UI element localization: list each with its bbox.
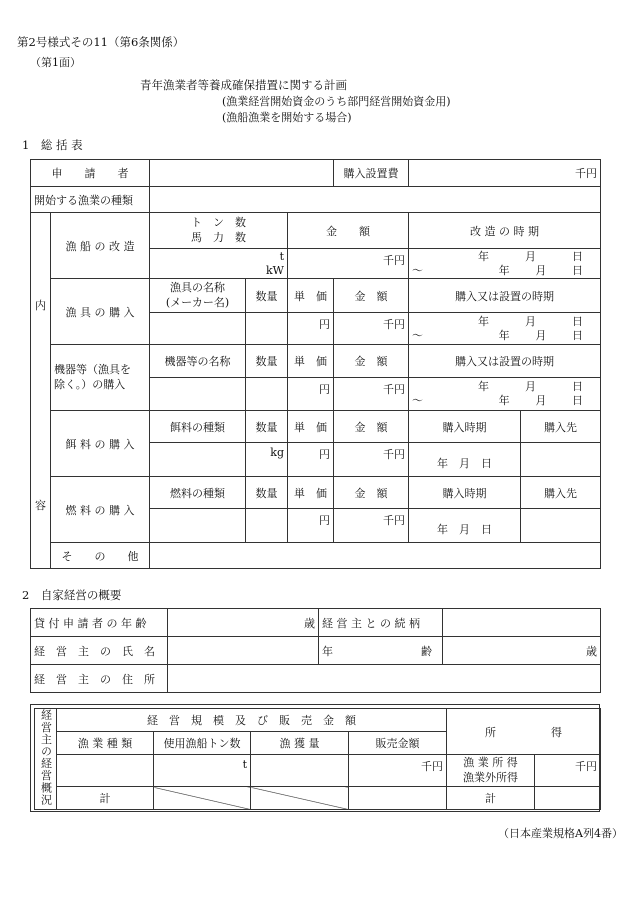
gear-maker-label: (メーカー名) <box>165 295 230 309</box>
date-year: 年 <box>478 249 490 263</box>
fuel-unit-price-header: 単 価 <box>288 477 334 509</box>
tonnage-total-diagonal <box>154 787 251 810</box>
date-month: 月 <box>525 380 537 394</box>
fuel-unit-price-field[interactable]: 円 <box>288 509 334 543</box>
scale-total-label: 計 <box>57 787 154 810</box>
gear-name-header <box>150 279 246 313</box>
tonnage-hp-header <box>150 213 288 249</box>
tonnage-hp-field[interactable] <box>150 249 288 279</box>
applicant-field[interactable] <box>150 160 334 187</box>
date-day: 日 <box>572 380 584 394</box>
boat-amount-field[interactable]: 千円 <box>288 249 409 279</box>
equipment-timing-header: 購入又は設置の時期 <box>409 345 601 378</box>
fuel-qty-field[interactable] <box>246 509 288 543</box>
income-header: 所 得 <box>447 709 601 755</box>
owner-name-field[interactable] <box>168 637 319 665</box>
fishery-type-label: 開始する漁業の種類 <box>31 187 150 213</box>
sales-col: 販売金額 <box>349 732 447 755</box>
gear-qty-header: 数量 <box>246 279 288 313</box>
feed-qty-header: 数量 <box>246 411 288 443</box>
nonfishery-income-label: 漁業外所得 <box>463 770 518 784</box>
applicant-label: 申 請 者 <box>31 160 150 187</box>
catch-field[interactable] <box>251 755 349 787</box>
fishery-type-col: 漁 業 種 類 <box>57 732 154 755</box>
contents-side-top: 内 <box>35 299 46 312</box>
fuel-amount-header: 金 額 <box>334 477 409 509</box>
owner-address-label: 経 営 主 の 住 所 <box>31 665 168 693</box>
contents-side-label <box>31 213 51 569</box>
section2-heading: 2 自家経営の概要 <box>22 588 122 602</box>
feed-vendor-header: 購入先 <box>521 411 601 443</box>
equipment-amount-field[interactable]: 千円 <box>334 378 409 411</box>
tonnage-label: ト ン 数 <box>191 216 246 230</box>
management-overview-table <box>34 708 601 810</box>
tilde: ～ <box>412 263 424 277</box>
fuel-purchase-label: 燃 料 の 購 入 <box>51 477 150 543</box>
date-month: 月 <box>535 394 547 407</box>
boat-timing-header: 改 造 の 時 期 <box>409 213 601 249</box>
summary-table <box>30 159 601 569</box>
date-year: 年 <box>478 380 490 394</box>
management-info-table <box>30 608 601 693</box>
boat-amount-header: 金 額 <box>288 213 409 249</box>
gear-purchase-label: 漁 具 の 購 入 <box>51 279 150 345</box>
owner-age-field[interactable]: 歳 <box>443 637 601 665</box>
date-month: 月 <box>535 263 547 277</box>
feed-qty-field[interactable]: kg <box>246 443 288 477</box>
horsepower-label: 馬 力 数 <box>191 230 246 244</box>
document-title: 青年漁業者等養成確保措置に関する計画 <box>140 78 347 92</box>
equipment-purchase-label <box>51 345 150 411</box>
gear-amount-header: 金 額 <box>334 279 409 313</box>
fishery-income-label: 漁 業 所 得 <box>463 756 518 770</box>
date-day: 日 <box>572 249 584 263</box>
equipment-unit-price-header: 単 価 <box>288 345 334 378</box>
fishery-type-field[interactable] <box>150 187 601 213</box>
equipment-label-line1: 機器等（漁具を <box>54 363 131 377</box>
date-month: 月 <box>525 314 537 328</box>
relation-field[interactable] <box>443 609 601 637</box>
fuel-vendor-header: 購入先 <box>521 477 601 509</box>
form-number: 第2号様式その11（第6条関係） <box>17 35 185 49</box>
gear-amount-field[interactable]: 千円 <box>334 313 409 345</box>
feed-amount-field[interactable]: 千円 <box>334 443 409 477</box>
date-day: 日 <box>571 394 583 407</box>
catch-total-diagonal <box>251 787 349 810</box>
purchase-cost-label: 購入設置費 <box>334 160 409 187</box>
tilde: ～ <box>412 394 424 407</box>
sales-total-field[interactable] <box>349 787 447 810</box>
date-day: 日 <box>572 314 584 328</box>
borrower-age-label: 貸 付 申 請 者 の 年 齢 <box>31 609 168 637</box>
owner-age-label: 年 齢 <box>319 637 443 665</box>
equipment-name-header: 機器等の名称 <box>150 345 246 378</box>
document-subtitle-1: (漁業経営開始資金のうち部門経営開始資金用) <box>222 95 451 108</box>
date-day: 日 <box>571 328 583 342</box>
date-year: 年 <box>478 314 490 328</box>
date-year: 年 <box>498 328 510 342</box>
purchase-cost-field[interactable]: 千円 <box>409 160 601 187</box>
fuel-timing-header: 購入時期 <box>409 477 521 509</box>
relation-label: 経 営 主 と の 続 柄 <box>319 609 443 637</box>
feed-type-field[interactable] <box>150 443 246 477</box>
gear-unit-price-field[interactable]: 円 <box>288 313 334 345</box>
borrower-age-field[interactable]: 歳 <box>168 609 319 637</box>
feed-amount-header: 金 額 <box>334 411 409 443</box>
feed-unit-price-field[interactable]: 円 <box>288 443 334 477</box>
equipment-label-line2: 除く。）の購入 <box>54 377 126 391</box>
footer-standard: （日本産業規格A列4番） <box>498 827 623 840</box>
section1-heading: 1 総 括 表 <box>22 138 83 152</box>
date-year: 年 <box>498 263 510 277</box>
overview-side-text: 経営主の経営概況 <box>39 709 53 806</box>
gear-unit-price-header: 単 価 <box>288 279 334 313</box>
scale-header: 経 営 規 模 及 び 販 売 金 額 <box>57 709 447 732</box>
feed-unit-price-header: 単 価 <box>288 411 334 443</box>
gear-name-label: 漁具の名称 <box>170 281 225 295</box>
date-month: 月 <box>535 328 547 342</box>
date-day: 日 <box>571 263 583 277</box>
fuel-timing-field[interactable]: 年 月 日 <box>409 509 521 543</box>
sales-field[interactable]: 千円 <box>349 755 447 787</box>
income-field[interactable]: 千円 <box>535 755 601 787</box>
date-year: 年 <box>498 394 510 407</box>
fishery-type-field[interactable] <box>57 755 154 787</box>
income-total-label: 計 <box>447 787 535 810</box>
boat-tonnage-field[interactable]: t <box>154 755 251 787</box>
other-label: そ の 他 <box>51 543 150 569</box>
unit-t: t <box>279 249 284 263</box>
catch-col: 漁 獲 量 <box>251 732 349 755</box>
equipment-name-field[interactable] <box>150 378 246 411</box>
fuel-type-field[interactable] <box>150 509 246 543</box>
income-labels <box>447 755 535 787</box>
equipment-qty-field[interactable] <box>246 378 288 411</box>
other-field[interactable] <box>150 543 601 569</box>
boat-timing-field[interactable] <box>409 249 601 279</box>
feed-purchase-label: 餌 料 の 購 入 <box>51 411 150 477</box>
equipment-unit-price-field[interactable]: 円 <box>288 378 334 411</box>
gear-timing-header: 購入又は設置の時期 <box>409 279 601 313</box>
equipment-qty-header: 数量 <box>246 345 288 378</box>
contents-side-bottom: 容 <box>35 499 46 512</box>
page-side: （第1面） <box>30 56 81 69</box>
fuel-type-header: 燃料の種類 <box>150 477 246 509</box>
equipment-timing-field[interactable] <box>409 378 601 411</box>
feed-timing-header: 購入時期 <box>409 411 521 443</box>
overview-side-label <box>35 709 57 810</box>
fuel-amount-field[interactable]: 千円 <box>334 509 409 543</box>
document-subtitle-2: (漁船漁業を開始する場合) <box>222 111 352 124</box>
date-month: 月 <box>525 249 537 263</box>
fuel-vendor-field[interactable] <box>521 509 601 543</box>
income-total-field[interactable] <box>535 787 601 810</box>
gear-qty-field[interactable] <box>246 313 288 345</box>
boat-modification-label: 漁 船 の 改 造 <box>51 213 150 279</box>
owner-name-label: 経 営 主 の 氏 名 <box>31 637 168 665</box>
unit-kw: kW <box>266 263 284 277</box>
boat-tonnage-col: 使用漁船トン数 <box>154 732 251 755</box>
owner-address-field[interactable] <box>168 665 601 693</box>
equipment-amount-header: 金 額 <box>334 345 409 378</box>
gear-timing-field[interactable] <box>409 313 601 345</box>
feed-timing-field[interactable]: 年 月 日 <box>409 443 521 477</box>
fuel-qty-header: 数量 <box>246 477 288 509</box>
gear-name-field[interactable] <box>150 313 246 345</box>
feed-vendor-field[interactable] <box>521 443 601 477</box>
tilde: ～ <box>412 328 424 342</box>
feed-type-header: 餌料の種類 <box>150 411 246 443</box>
